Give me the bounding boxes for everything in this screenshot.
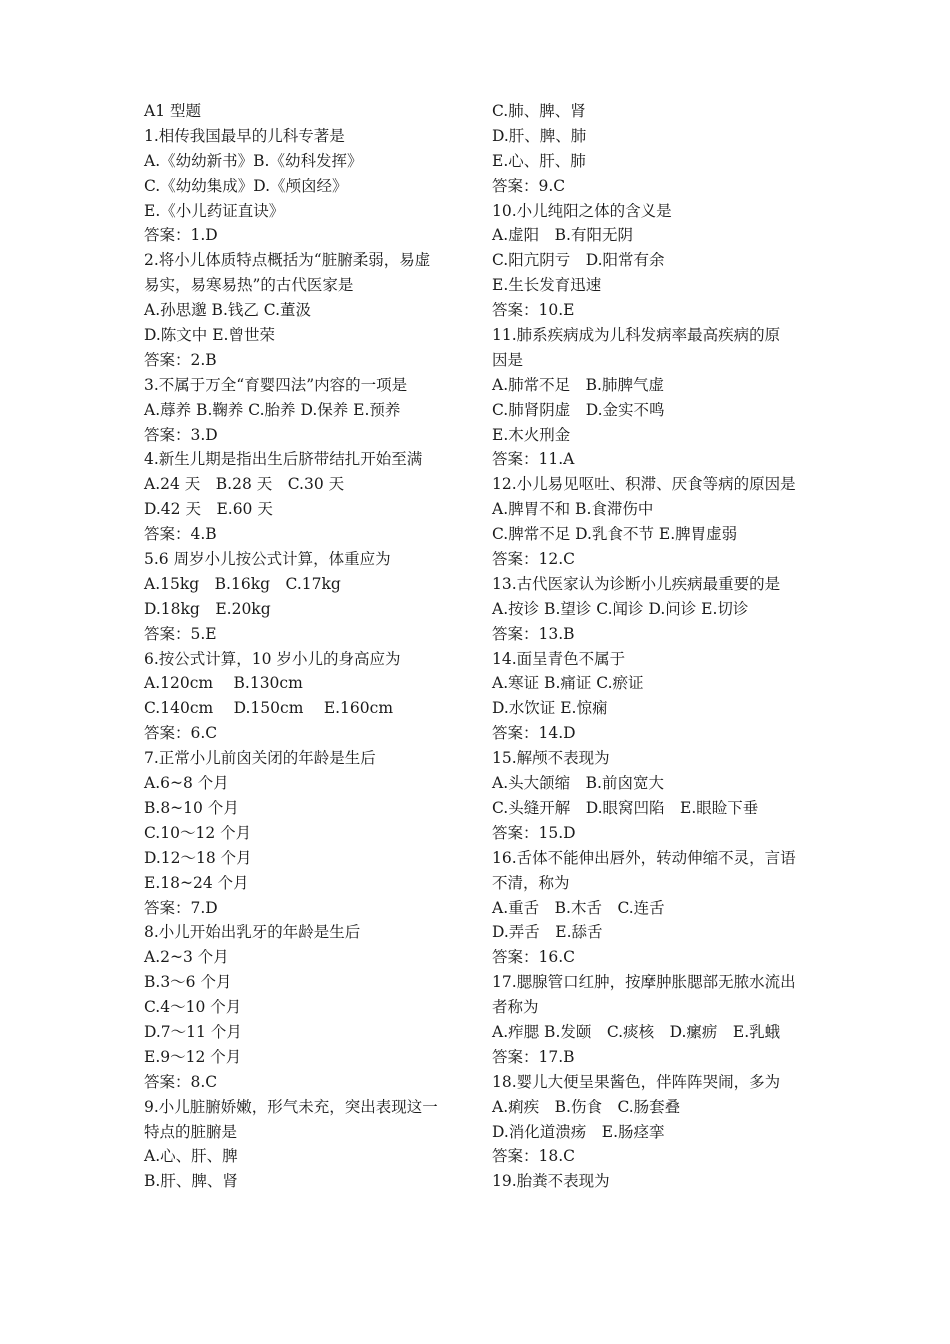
right-column-line: 因是 [492, 350, 524, 369]
left-column-line: C.140cm D.150cm E.160cm [144, 699, 394, 718]
right-column-line: E.心、肝、肺 [492, 151, 586, 170]
left-column-line: E.9～12 个月 [144, 1047, 242, 1066]
right-column-line: 12.小儿易见呕吐、积滞、厌食等病的原因是 [492, 475, 796, 494]
left-column-line: C.《幼幼集成》D.《颅囟经》 [144, 176, 348, 195]
left-column-line: C.4～10 个月 [144, 998, 242, 1017]
right-column-line: 19.胎粪不表现为 [492, 1172, 610, 1191]
right-column-line: 10.小儿纯阳之体的含义是 [492, 201, 672, 220]
right-column-line: C.肺、脾、肾 [492, 102, 586, 120]
right-column-line: D.弄舌 E.舔舌 [492, 923, 603, 942]
right-column-line: A.肺常不足 B.肺脾气虚 [492, 375, 664, 394]
right-column-line: 17.腮腺管口红肿，按摩肿胀腮部无脓水流出 [492, 973, 796, 992]
left-column-line: C.10～12 个月 [144, 823, 252, 842]
right-column-line: 者称为 [492, 998, 539, 1017]
right-column-line: 答案：11.A [492, 450, 575, 469]
left-column-line: 答案：6.C [144, 724, 218, 743]
right-column-line: A.头大颌缩 B.前囟宽大 [492, 774, 664, 793]
right-column-line: D.肝、脾、肺 [492, 126, 587, 145]
left-column-line: A.孙思邈 B.钱乙 C.董汲 [144, 301, 312, 320]
left-column-line: A.24 天 B.28 天 C.30 天 [144, 475, 345, 494]
left-column-line: 4.新生儿期是指出生后脐带结扎开始至满 [144, 450, 423, 469]
left-column-line: A.心、肝、脾 [144, 1147, 238, 1166]
right-column-line: 答案：14.D [492, 724, 576, 743]
right-column-line: E.木火刑金 [492, 425, 571, 444]
left-column-line: 特点的脏腑是 [144, 1122, 238, 1141]
right-column-line: C.脾常不足 D.乳食不节 E.脾胃虚弱 [492, 525, 738, 544]
left-column-line: E.18~24 个月 [144, 873, 249, 892]
left-column-line: A.《幼幼新书》B.《幼科发挥》 [144, 151, 363, 170]
right-column-line: A.痢疾 B.伤食 C.肠套叠 [492, 1097, 681, 1116]
left-column-line: 答案：2.B [144, 350, 217, 369]
right-column-line: 13.古代医家认为诊断小儿疾病最重要的是 [492, 574, 781, 593]
left-column-line: A.120cm B.130cm [144, 674, 303, 693]
left-column-line: 易实，易寒易热”的古代医家是 [144, 276, 354, 295]
left-column-line: A.2~3 个月 [144, 948, 229, 967]
right-column-line: 答案：10.E [492, 301, 575, 320]
left-column-line: 8.小儿开始出乳牙的年龄是生后 [144, 923, 361, 942]
right-column-line: 18.婴儿大便呈果酱色，伴阵阵哭闹，多为 [492, 1072, 781, 1091]
left-text-column [144, 99, 474, 1194]
right-column-line: 不清，称为 [492, 873, 570, 892]
right-column-line: 答案：15.D [492, 823, 576, 842]
right-column-line: A.寒证 B.痛证 C.瘀证 [492, 674, 644, 693]
right-column-line: 11.肺系疾病成为儿科发病率最高疾病的原 [492, 326, 781, 345]
left-column-line: 答案：1.D [144, 226, 218, 245]
left-column-line: A1 型题 [144, 102, 201, 120]
left-column-line: A.6~8 个月 [144, 774, 229, 793]
right-column-line: A.虚阳 B.有阳无阴 [492, 226, 633, 245]
right-column-line: 16.舌体不能伸出唇外，转动伸缩不灵，言语 [492, 848, 796, 867]
right-column-line: A.痄腮 B.发颐 C.痰核 D.瘰疬 E.乳蛾 [492, 1022, 781, 1041]
right-column-line: 答案：18.C [492, 1147, 576, 1166]
right-column-line: C.阳亢阴亏 D.阳常有余 [492, 251, 665, 270]
right-column-line: A.按诊 B.望诊 C.闻诊 D.问诊 E.切诊 [492, 599, 749, 618]
left-column-line: 答案：3.D [144, 425, 218, 444]
left-column-line: 答案：8.C [144, 1072, 218, 1091]
left-column-line: D.18kg E.20kg [144, 599, 271, 618]
left-column-line: A.15kg B.16kg C.17kg [144, 574, 341, 593]
left-column-line: D.7～11 个月 [144, 1022, 242, 1041]
right-column-line: D.水饮证 E.惊痫 [492, 699, 608, 718]
right-column-line: 答案：9.C [492, 176, 566, 195]
left-column-line: 答案：7.D [144, 898, 218, 917]
left-column-line: 3.不属于万全“育婴四法”内容的一项是 [144, 375, 408, 394]
right-column-line: 答案：17.B [492, 1047, 575, 1066]
right-column-line: 答案：16.C [492, 948, 576, 967]
right-column-line: D.消化道溃疡 E.肠痉挛 [492, 1122, 665, 1141]
left-column-line: 2.将小儿体质特点概括为“脏腑柔弱，易虚 [144, 251, 431, 270]
right-column-line: A.重舌 B.木舌 C.连舌 [492, 898, 665, 917]
left-column-line: 答案：4.B [144, 525, 217, 544]
left-column-line: 7.正常小儿前囟关闭的年龄是生后 [144, 749, 376, 768]
left-column-line: D.12～18 个月 [144, 848, 252, 867]
left-column-line: A.蓐养 B.鞠养 C.胎养 D.保养 E.预养 [144, 400, 401, 419]
left-column-line: B.8~10 个月 [144, 798, 239, 817]
left-column-line: B.3～6 个月 [144, 973, 232, 992]
left-column-line: 6.按公式计算，10 岁小儿的身高应为 [144, 649, 401, 668]
right-column-line: A.脾胃不和 B.食滞伤中 [492, 500, 654, 519]
left-column-line: B.肝、脾、肾 [144, 1172, 238, 1191]
right-column-line: 14.面呈青色不属于 [492, 649, 626, 668]
right-text-column [492, 99, 817, 1194]
left-column-line: D.陈文中 E.曾世荣 [144, 326, 275, 345]
right-column-line: 答案：13.B [492, 624, 575, 643]
left-column-line: E.《小儿药证直诀》 [144, 201, 285, 220]
right-column-line: 答案：12.C [492, 550, 576, 569]
left-column-line: 5.6 周岁小儿按公式计算，体重应为 [144, 550, 391, 569]
right-column-line: 15.解颅不表现为 [492, 749, 610, 768]
left-column-line: 1.相传我国最早的儿科专著是 [144, 126, 345, 145]
right-column-line: E.生长发育迅速 [492, 276, 602, 295]
left-column-line: D.42 天 E.60 天 [144, 500, 273, 519]
right-column-line: C.头缝开解 D.眼窝凹陷 E.眼睑下垂 [492, 798, 759, 817]
right-column-line: C.肺肾阴虚 D.金实不鸣 [492, 400, 665, 419]
left-column-line: 9.小儿脏腑娇嫩，形气未充，突出表现这一 [144, 1097, 438, 1116]
left-column-line: 答案：5.E [144, 624, 217, 643]
